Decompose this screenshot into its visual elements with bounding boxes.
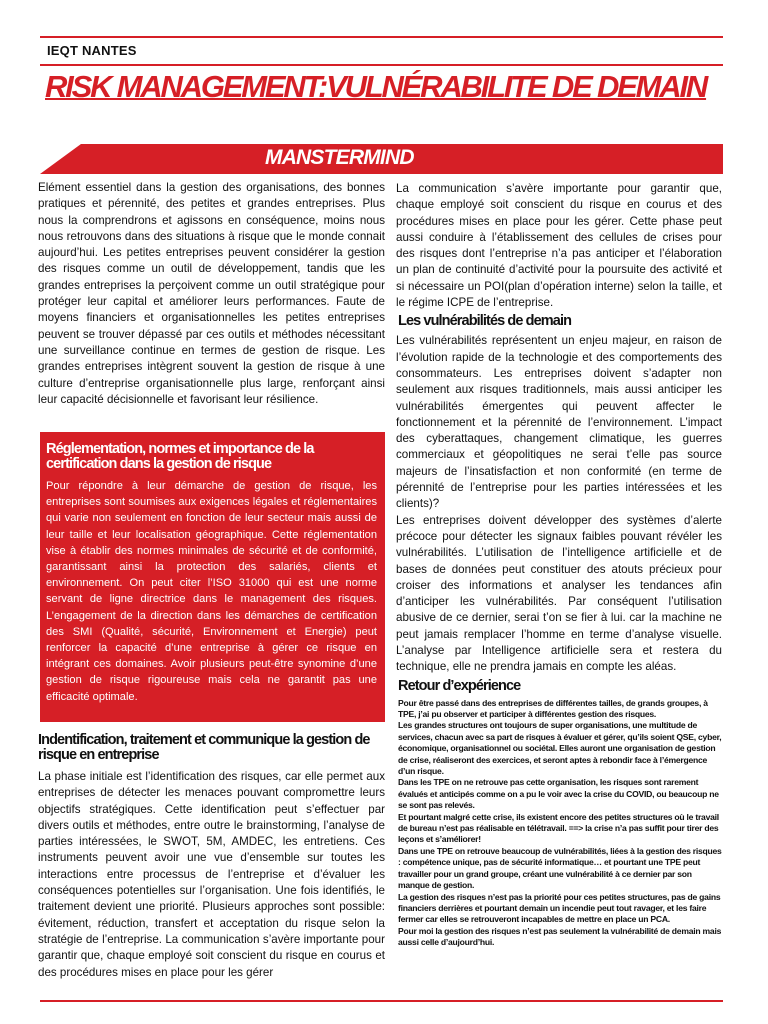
identification-heading: Indentification, traitement et communique la gestion de risque en entreprise bbox=[38, 732, 370, 763]
experience-paragraph: Et pourtant malgré cette crise, ils existent encore des petites structures où le travail de bureau n’est pas réalisable en télétravail. ==> la crise n’a pas suffit pour tirer des leçons et s’améliorer! bbox=[398, 811, 719, 845]
header-rule bbox=[40, 64, 723, 66]
left-column bbox=[38, 180, 385, 408]
page-title: RISK MANAGEMENT:VULNÉRABILITE DE DEMAIN bbox=[45, 69, 707, 104]
vulnerabilities-heading: Les vulnérabilités de demain bbox=[398, 313, 572, 330]
identification-paragraph: La phase initiale est l’identification des risques, car elle permet aux entreprises de détecter les menaces pouvant compromettre leurs objectifs stratégiques. Cette identification peut s’effectuer par divers outils et méthodes, entre outre le brainstorming, l’analyse de parties intéressées, le SWOT, 5M, AMDEC, les entretiens. Ces instruments peuvent avoir une vue d’ensemble sur toutes les interactions entre processus de l’entreprise et d’évaluer les conséquences potentielles sur l’organisation. Une fois identifiés, le traitement devient une priorité. Plusieurs approches sont possible: évitement, réduction, transfert et acceptation du risque selon la stratégie de l’entreprise. La communication s’avère importante pour garantir que, chaque employé soit conscient du risque en courus et des procédures mises en place pour les gérer bbox=[38, 770, 385, 979]
author-name: MANSTERMIND bbox=[265, 146, 414, 169]
intro-paragraph: Elément essentiel dans la gestion des organisations, des bonnes pratiques et pérennité, des petites et grandes entreprises. Plus nous la comprendrons et agissons en conséquence, moins nous nous retrouvons dans des situations à risque que le monde connait aujourd’hui. Les petites entreprises peuvent considérer la gestion des risques comme un outil de développement, tandis que les grandes entreprises la perçoivent comme un outil stratégique pour protéger leur capital et améliorer leurs performances. Faute de moyens financiers et organisationnelles les petites entreprises peuvent se trouver dépassé par ces outils et méthodes nécessitant une surveillance continue en termes de gestion de risque. Les grandes entreprises intègrent souvent la gestion de risque à une culture d’entreprise organisationnelle plus large, renforçant ainsi leur capacité décisionnelle et favorisant leur résilience. bbox=[38, 181, 385, 406]
right-column bbox=[396, 181, 722, 949]
experience-paragraph: Les grandes structures ont toujours de super organisations, une multitude de services, chacun avec sa part de risques à évaluer et gérer, qu’ils soient QSE, cyber, économique, organisationnel ou sociétal. Elles auront une organisation de gestion de crise, réaliseront des exercices, et seront aptes à rebondir face à l’émergence d’un risque. bbox=[398, 720, 722, 777]
org-name: IEQT NANTES bbox=[47, 43, 137, 58]
experience-heading: Retour d’expérience bbox=[398, 677, 521, 694]
regulation-box bbox=[40, 432, 385, 722]
vulnerabilities-paragraph-2: Les entreprises doivent développer des systèmes d’alerte précoce pour détecter les signaux faibles pouvant révéler les vulnérabilités. L’utilisation de l’intelligence artificielle et de bases de données peut constituer des atouts précieux pour croiser des informations et analyser les tendances afin d’anticiper les vulnérabilités. Par conséquent l’utilisation abusive de ce dernier, serai t’on se fier à lui. car la machine ne peut jamais remplacer l’homme en terme d’analyse visuelle. L’analyse par Intelligence artificielle sera et restera du technique, elle ne prendra jamais en compte les aléas. bbox=[396, 513, 722, 674]
experience-paragraph: La gestion des risques n’est pas la priorité pour ces petites structures, pas de gains financiers derrières et pourtant demain un incendie peut tout ravager, et les faire fermer car elles se retrouveront incapables de mettre en place un PCA. bbox=[398, 891, 721, 925]
regulation-paragraph: Pour répondre à leur démarche de gestion de risque, les entreprises sont soumises aux exigences légales et réglementaires qui varie non seulement en fonction de leur secteur mais aussi de leur taille et leur localisation géographique. Cette réglementation vise à établir des normes minimales de sécurité et de conformité, garantissant ainsi la protection des salariés, clients et environnement. On peut citer l’ISO 31000 qui est une norme servant de ligne directrice dans le management des risques. L’engagement de la direction dans les démarches de certification des SMI (Qualité, sécurité, Environnement et Energie) peut renforcer la capacité d’une entreprise à gérer ce risque en intégrant ces domaines. Avoir plusieurs peut-être synomine d’une gestion de risque rigoureuse mais cela ne garantit pas une efficacité optimale. bbox=[46, 480, 377, 703]
regulation-heading: Réglementation, normes et importance de la certification dans la gestion de risque bbox=[46, 441, 314, 472]
bottom-rule bbox=[40, 1000, 723, 1002]
experience-paragraph: Dans une TPE on retrouve beaucoup de vulnérabilités, liées à la gestion des risques : compétence unique, pas de sécurité informatique… et pourtant une TPE peut travailler pour un grand groupe, créant une vulnérabilité à ce dernier par son manque de gestion. bbox=[398, 845, 722, 891]
communication-paragraph: La communication s’avère importante pour garantir que, chaque employé soit conscient du risque en courus et des procédures mises en place pour les gérer. Cette phase peut aussi conduire à l’établissement des cellules de crises pour des risques dont l’entreprise n’a pas anticiper et l’élaboration un plan de continuité d’activité pour la poursuite des activité et si nécessaire un POI(plan d’opération interne) selon la taille, et le régime ICPE de l’entreprise. bbox=[396, 182, 722, 310]
experience-paragraph: Pour être passé dans des entreprises de différentes tailles, de grands groupes, à TPE, j’ai pu observer et participer à différentes gestion des risques. bbox=[398, 697, 708, 720]
experience-paragraph: Dans les TPE on ne retrouve pas cette organisation, les risques sont rarement évalués et anticipés comme on a pu le voir avec la crise du COVID, ou beaucoup ne se sont pas relevés. bbox=[398, 777, 719, 811]
top-rule bbox=[40, 36, 723, 38]
identification-section bbox=[38, 733, 385, 981]
experience-paragraph: Pour moi la gestion des risques n’est pas seulement la vulnérabilité de demain mais aussi celle d’aujourd’hui. bbox=[398, 925, 722, 948]
vulnerabilities-paragraph-1: Les vulnérabilités représentent un enjeu majeur, en raison de l’évolution rapide de la technologie et des comportements des consommateurs. Les entreprises doivent s’adapter non seulement aux risques traditionnels, mais aussi anticiper les vulnérabilités émergentes qui peuvent affecter le fonctionnement et la pérennité de l’environnement. L’impact des cyberattaques, changement climatique, les guerres commerciaux et géopolitiques ne serai t’elle pas source majeurs de l’insatisfaction et non conformité (en terme de pérennité de l’entreprise pour les parties intéressées et les clients)? bbox=[396, 334, 722, 511]
experience-text bbox=[398, 698, 722, 949]
